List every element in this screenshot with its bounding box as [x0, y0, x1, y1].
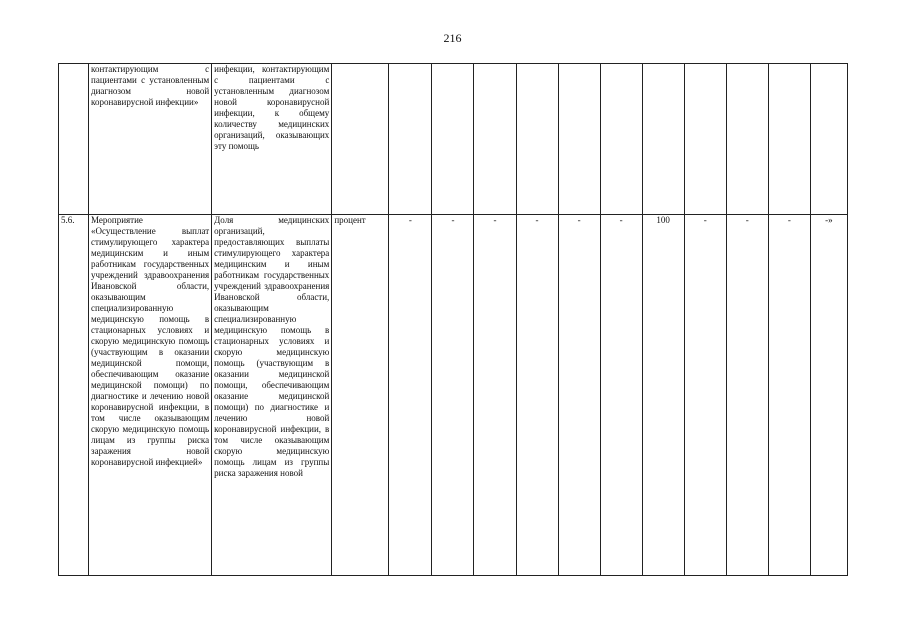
cell-value [726, 64, 768, 215]
cell-value: 100 [642, 215, 684, 576]
cell-value: - [474, 215, 516, 576]
cell-value [558, 64, 600, 215]
cell-value: - [768, 215, 810, 576]
page-number: 216 [443, 31, 462, 45]
cell-value: -» [810, 215, 847, 576]
cell-number: 5.6. [59, 215, 89, 576]
cell-unit [332, 64, 389, 215]
table-row [59, 64, 848, 215]
cell-number [59, 64, 89, 215]
cell-value [474, 64, 516, 215]
cell-measure-name: Мероприятие «Осуществление выплат стимулирующего характера медицинским и иным работникам государственных учреждений здравоохранения Ивановской области, оказывающим специализированную медицинскую помощь в стационарных условиях и скорую медицинскую помощь (участвующим в оказании медицинской помощи, обеспечивающим оказание медицинской помощи) по диагностике и лечению новой коронавирусной инфекции, в том числе оказывающим скорую медицинскую помощь лицам из группы риска заражения новой коронавирусной инфекцией» [89, 215, 212, 576]
cell-value [642, 64, 684, 215]
cell-value: - [726, 215, 768, 576]
cell-indicator-name: инфекции, контактирующим с пациентами с установленным диагнозом новой коронавирусной инфекции, к общему количеству медицинских организаций, оказывающих эту помощь [212, 64, 332, 215]
table-row [59, 215, 848, 576]
cell-value [810, 64, 847, 215]
cell-value: - [516, 215, 558, 576]
cell-value [768, 64, 810, 215]
data-table [58, 63, 848, 576]
cell-value: - [600, 215, 642, 576]
cell-measure-name: контактирующим с пациентами с установленным диагнозом новой коронавирусной инфекции» [89, 64, 212, 215]
cell-value: - [558, 215, 600, 576]
cell-value [684, 64, 726, 215]
cell-value [389, 64, 432, 215]
cell-value [600, 64, 642, 215]
cell-value [516, 64, 558, 215]
cell-value: - [432, 215, 474, 576]
cell-unit: процент [332, 215, 389, 576]
cell-value: - [389, 215, 432, 576]
cell-value [432, 64, 474, 215]
cell-value: - [684, 215, 726, 576]
cell-indicator-name: Доля медицинских организаций, предоставляющих выплаты стимулирующего характера медицинским и иным работникам государственных учреждений здравоохранения Ивановской области, оказывающим специализированную медицинскую помощь в стационарных условиях и скорую медицинскую помощь (участвующим в оказании медицинской помощи, обеспечивающим оказание медицинской помощи) по диагностике и лечению новой коронавирусной инфекции, в том числе оказывающим скорую медицинскую помощь лицам из группы риска заражения новой [212, 215, 332, 576]
